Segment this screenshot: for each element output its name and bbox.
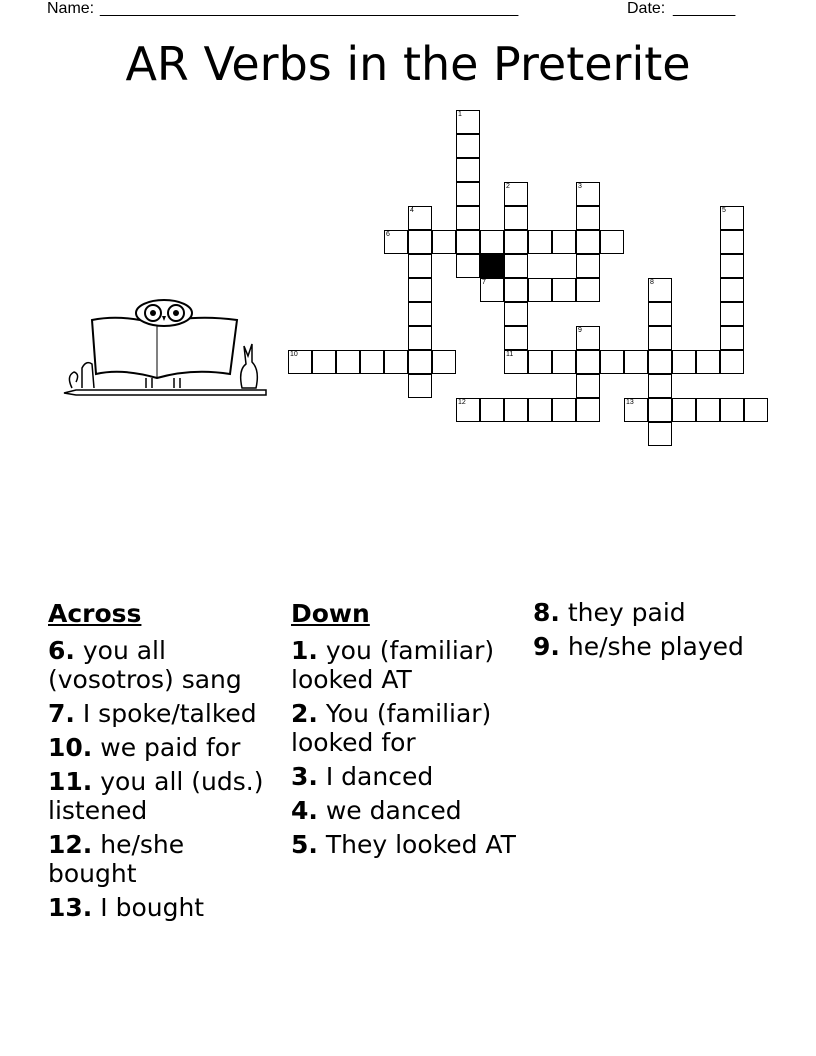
grid-cell[interactable] xyxy=(552,230,576,254)
grid-cell[interactable] xyxy=(552,398,576,422)
grid-cell[interactable] xyxy=(720,278,744,302)
clue-across-11: 11. you all (uds.) listened xyxy=(48,767,264,825)
grid-cell[interactable] xyxy=(672,398,696,422)
grid-cell[interactable] xyxy=(384,350,408,374)
grid-cell[interactable] xyxy=(408,326,432,350)
clue-down-3: 3. I danced xyxy=(291,762,434,791)
grid-cell[interactable] xyxy=(576,326,600,350)
clue-across-7: 7. I spoke/talked xyxy=(48,699,257,728)
grid-cell[interactable] xyxy=(456,254,480,278)
cell-number: 4 xyxy=(410,207,414,214)
grid-cell[interactable] xyxy=(480,278,504,302)
cell-number: 6 xyxy=(386,231,390,238)
grid-cell[interactable] xyxy=(552,278,576,302)
grid-cell[interactable] xyxy=(624,350,648,374)
grid-cell[interactable] xyxy=(504,398,528,422)
grid-cell[interactable] xyxy=(576,278,600,302)
grid-cell[interactable] xyxy=(624,398,648,422)
clue-down-2: 2. You (familiar) looked for xyxy=(291,699,492,757)
grid-cell[interactable] xyxy=(360,350,384,374)
grid-cell[interactable] xyxy=(408,206,432,230)
across-heading: Across xyxy=(48,599,142,628)
grid-cell[interactable] xyxy=(720,350,744,374)
cell-number: 11 xyxy=(506,351,514,358)
cell-number: 9 xyxy=(578,327,582,334)
grid-cell[interactable] xyxy=(528,398,552,422)
clue-across-6: 6. you all (vosotros) sang xyxy=(48,636,242,694)
grid-cell[interactable] xyxy=(672,350,696,374)
clue-down-4: 4. we danced xyxy=(291,796,462,825)
name-blank[interactable]: _______________________________________________ xyxy=(100,0,519,17)
cell-number: 10 xyxy=(290,351,298,358)
grid-block xyxy=(480,254,504,278)
grid-cell[interactable] xyxy=(744,398,768,422)
cell-number: 7 xyxy=(482,279,486,286)
grid-cell[interactable] xyxy=(456,206,480,230)
grid-cell[interactable] xyxy=(528,230,552,254)
grid-cell[interactable] xyxy=(576,182,600,206)
name-label: Name: xyxy=(47,0,95,17)
cell-number: 1 xyxy=(458,111,462,118)
grid-cell[interactable] xyxy=(696,398,720,422)
down-clues-continued xyxy=(533,598,773,666)
cell-number: 12 xyxy=(458,399,466,406)
grid-cell[interactable] xyxy=(600,230,624,254)
grid-cell[interactable] xyxy=(720,254,744,278)
grid-cell[interactable] xyxy=(576,206,600,230)
cell-number: 5 xyxy=(722,207,726,214)
clue-down-8: 8. they paid xyxy=(533,598,686,627)
grid-cell[interactable] xyxy=(288,350,312,374)
grid-cell[interactable] xyxy=(312,350,336,374)
grid-cell[interactable] xyxy=(336,350,360,374)
grid-cell[interactable] xyxy=(504,182,528,206)
grid-cell[interactable] xyxy=(408,254,432,278)
down-clues xyxy=(291,598,516,864)
grid-cell[interactable] xyxy=(432,230,456,254)
grid-cell[interactable] xyxy=(648,278,672,302)
date-blank[interactable]: _______ xyxy=(673,0,736,17)
grid-cell[interactable] xyxy=(648,302,672,326)
clue-down-5: 5. They looked AT xyxy=(291,830,516,859)
grid-cell[interactable] xyxy=(504,350,528,374)
grid-cell[interactable] xyxy=(576,398,600,422)
clue-across-10: 10. we paid for xyxy=(48,733,241,762)
grid-cell[interactable] xyxy=(648,398,672,422)
grid-cell[interactable] xyxy=(504,278,528,302)
grid-cell[interactable] xyxy=(720,302,744,326)
clue-down-9: 9. he/she played xyxy=(533,632,744,661)
grid-cell[interactable] xyxy=(600,350,624,374)
grid-cell[interactable] xyxy=(456,158,480,182)
grid-cell[interactable] xyxy=(720,398,744,422)
grid-cell[interactable] xyxy=(408,302,432,326)
grid-cell[interactable] xyxy=(720,326,744,350)
grid-cell[interactable] xyxy=(384,230,408,254)
cell-number: 2 xyxy=(506,183,510,190)
grid-cell[interactable] xyxy=(504,206,528,230)
cell-number: 8 xyxy=(650,279,654,286)
grid-cell[interactable] xyxy=(432,350,456,374)
grid-cell[interactable] xyxy=(456,182,480,206)
grid-cell[interactable] xyxy=(720,230,744,254)
grid-cell[interactable] xyxy=(576,374,600,398)
grid-cell[interactable] xyxy=(720,206,744,230)
grid-cell[interactable] xyxy=(576,230,600,254)
grid-cell[interactable] xyxy=(528,350,552,374)
crossword-grid xyxy=(0,0,816,460)
clue-down-1: 1. you (familiar) looked AT xyxy=(291,636,495,694)
across-clues xyxy=(48,598,273,927)
grid-cell[interactable] xyxy=(576,350,600,374)
clue-across-13: 13. I bought xyxy=(48,893,205,922)
grid-cell[interactable] xyxy=(504,254,528,278)
grid-cell[interactable] xyxy=(528,278,552,302)
grid-cell[interactable] xyxy=(480,398,504,422)
grid-cell[interactable] xyxy=(648,374,672,398)
grid-cell[interactable] xyxy=(408,350,432,374)
grid-cell[interactable] xyxy=(696,350,720,374)
grid-cell[interactable] xyxy=(552,350,576,374)
grid-cell[interactable] xyxy=(456,134,480,158)
cell-number: 3 xyxy=(578,183,582,190)
grid-cell[interactable] xyxy=(576,254,600,278)
grid-cell[interactable] xyxy=(504,302,528,326)
grid-cell[interactable] xyxy=(456,230,480,254)
date-label: Date: xyxy=(627,0,666,17)
grid-cell[interactable] xyxy=(504,230,528,254)
grid-cell[interactable] xyxy=(456,398,480,422)
grid-cell[interactable] xyxy=(648,422,672,446)
cell-number: 13 xyxy=(626,399,634,406)
down-heading: Down xyxy=(291,599,370,628)
grid-cell[interactable] xyxy=(504,326,528,350)
grid-cell[interactable] xyxy=(456,110,480,134)
grid-cell[interactable] xyxy=(408,230,432,254)
clue-across-12: 12. he/she bought xyxy=(48,830,185,888)
grid-cell[interactable] xyxy=(648,326,672,350)
page-title: AR Verbs in the Preterite xyxy=(125,37,691,91)
grid-cell[interactable] xyxy=(480,230,504,254)
grid-cell[interactable] xyxy=(408,278,432,302)
grid-cell[interactable] xyxy=(648,350,672,374)
grid-cell[interactable] xyxy=(408,374,432,398)
